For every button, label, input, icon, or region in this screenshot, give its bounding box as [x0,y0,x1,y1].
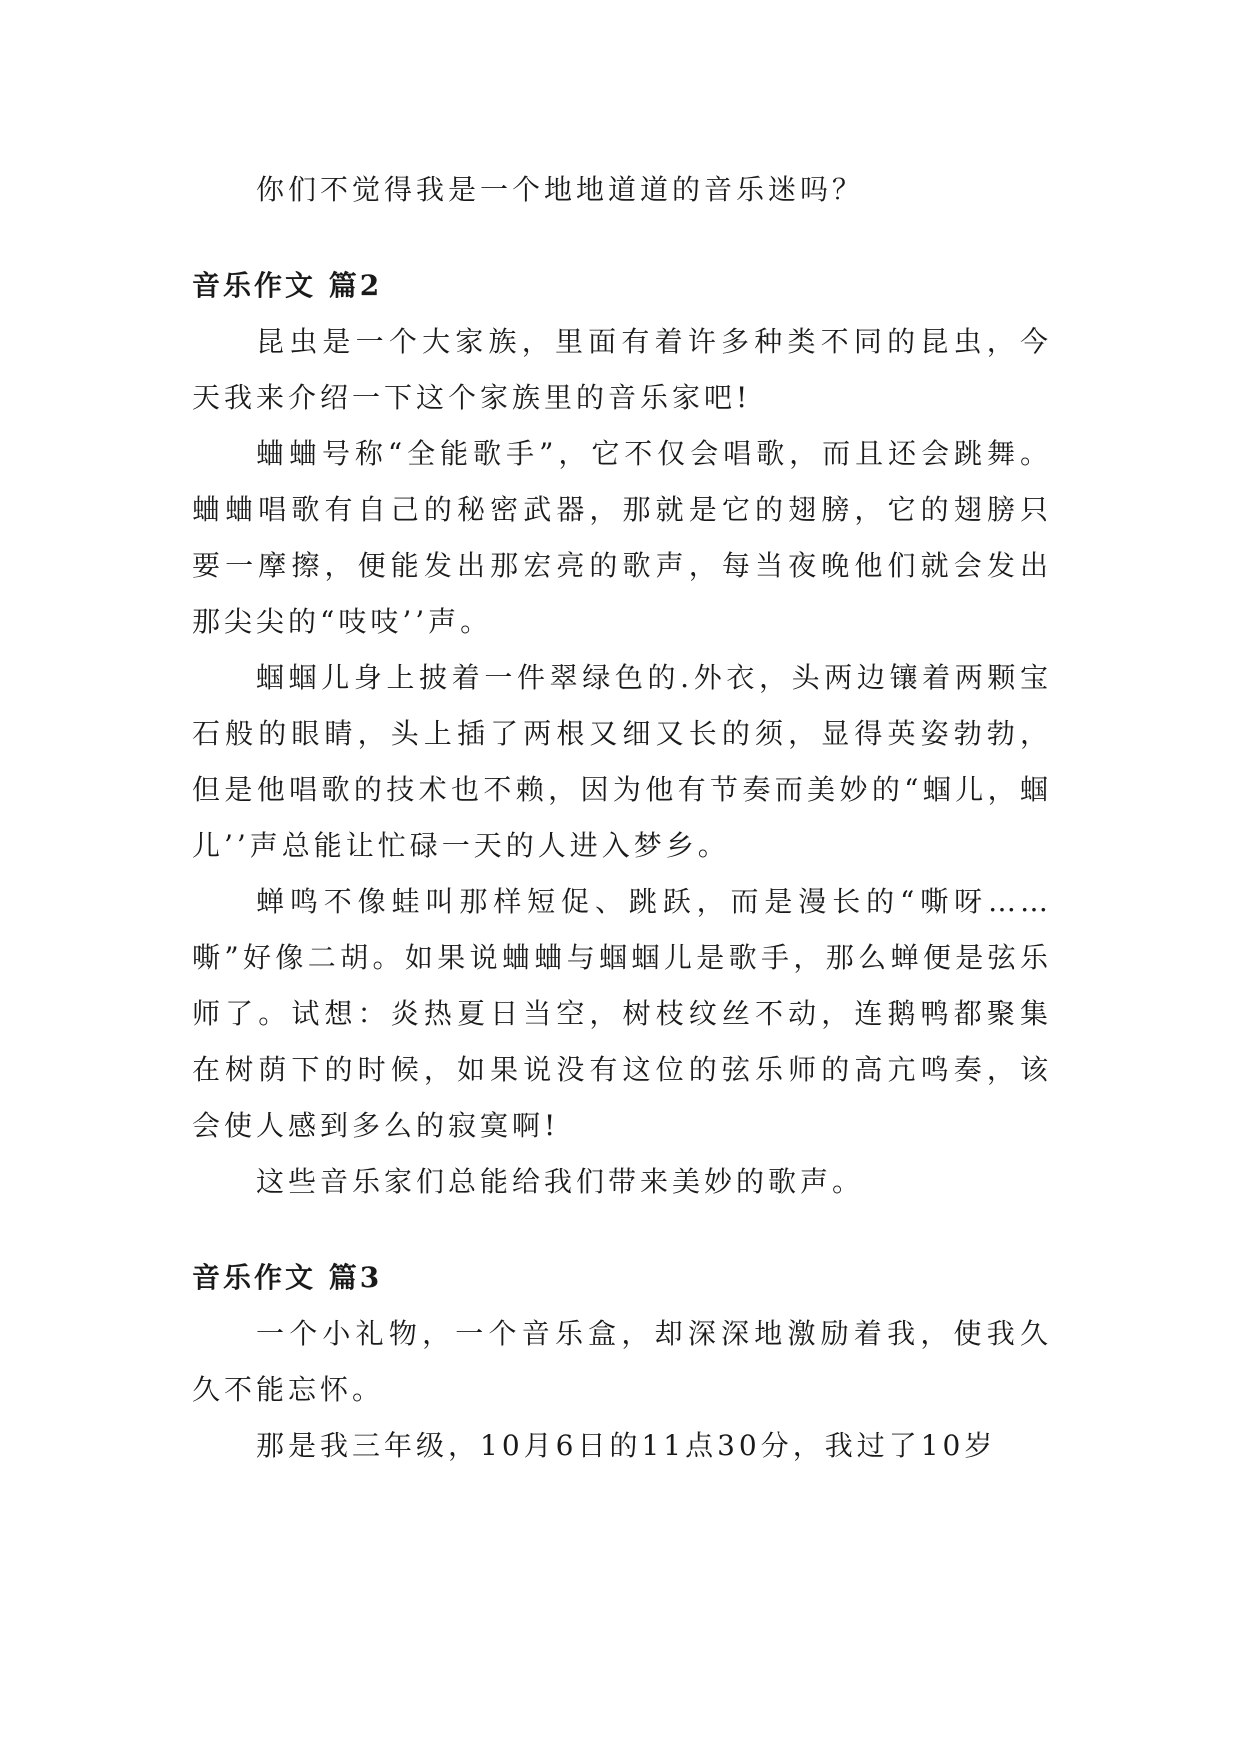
section-heading-3: 音乐作文 篇3 [192,1261,383,1294]
section-gap [192,1210,1052,1250]
paragraph: 这些音乐家们总能给我们带来美妙的歌声。 [256,1165,865,1198]
document-body [192,162,1052,1474]
paragraph: 蝉鸣不像蛙叫那样短促、跳跃，而是漫长的“嘶呀……嘶”好像二胡。如果说蛐蛐与蝈蝈儿是歌手，那么蝉便是弦乐师了。试想：炎热夏日当空，树枝纹丝不动，连鹅鸭都聚集在树荫下的时候，如果说没有这位的弦乐师的高亢鸣奏，该会使人感到多么的寂寞啊! [192,885,1052,1142]
paragraph: 昆虫是一个大家族，里面有着许多种类不同的昆虫，今天我来介绍一下这个家族里的音乐家吧! [192,325,1052,414]
paragraph: 那是我三年级，10月6日的11点30分，我过了10岁 [256,1429,997,1462]
paragraph: 蛐蛐号称“全能歌手”，它不仅会唱歌，而且还会跳舞。蛐蛐唱歌有自己的秘密武器，那就是它的翅膀，它的翅膀只要一摩擦，便能发出那宏亮的歌声，每当夜晚他们就会发出那尖尖的“吱吱’’声。 [192,437,1052,638]
section-gap [192,218,1052,258]
paragraph: 蝈蝈儿身上披着一件翠绿色的.外衣，头两边镶着两颗宝石般的眼睛，头上插了两根又细又长的须，显得英姿勃勃，但是他唱歌的技术也不赖，因为他有节奏而美妙的“蝈儿，蝈儿’’声总能让忙碌一天的人进入梦乡。 [192,661,1052,862]
section-heading-2: 音乐作文 篇2 [192,269,383,302]
paragraph: 一个小礼物，一个音乐盒，却深深地激励着我，使我久久不能忘怀。 [192,1317,1052,1406]
paragraph: 你们不觉得我是一个地地道道的音乐迷吗？ [256,173,865,206]
